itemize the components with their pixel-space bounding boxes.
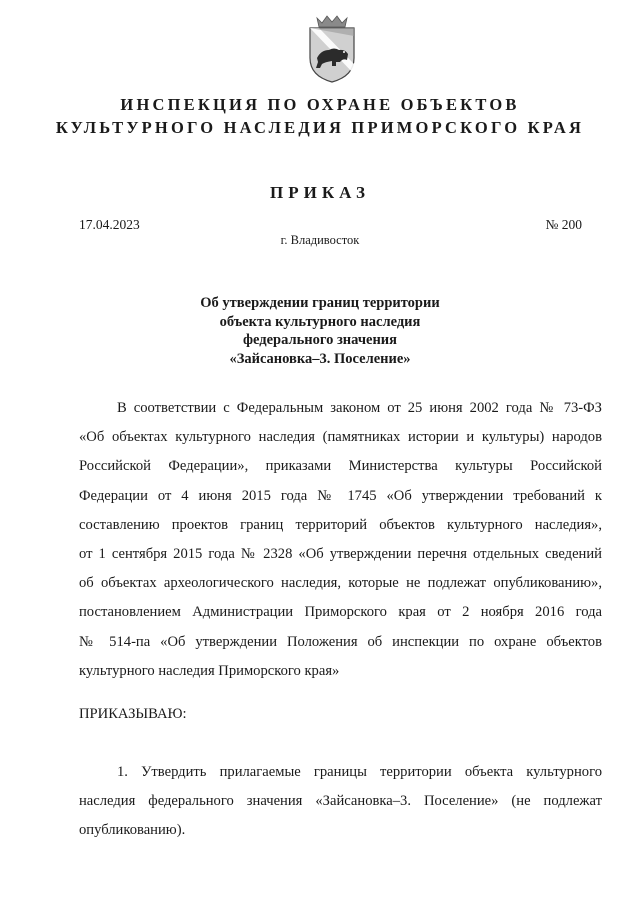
subject-line: «Зайсановка–3. Поселение» [229, 350, 411, 367]
directive-heading: ПРИКАЗЫВАЮ: [79, 706, 187, 722]
preamble-line: составлению проектов границ территорий объектов культурного наследия», [79, 516, 602, 533]
order-date: 17.04.2023 [79, 217, 140, 232]
preamble-line: Федерации от 4 июня 2015 года № 1745 «Об утверждении требований к [79, 487, 602, 504]
subject-line: Об утверждении границ территории [200, 295, 440, 311]
order-number: № 200 [545, 217, 582, 232]
preamble-paragraph [79, 394, 602, 686]
preamble-line: В соответствии с Федеральным законом от 25 июня 2002 года № 73-ФЗ [117, 400, 602, 416]
coat-of-arms-icon [303, 14, 361, 84]
document-title: ПРИКАЗ [270, 183, 370, 202]
preamble-line: постановлением Администрации Приморского края от 2 ноября 2016 года [79, 604, 602, 621]
preamble-line: от 1 сентября 2015 года № 2328 «Об утверждении перечня отдельных сведений [79, 546, 602, 563]
item-line: 1. Утвердить прилагаемые границы территории объекта культурного [117, 764, 602, 780]
order-item-1 [79, 758, 602, 846]
org-name-line-2: КУЛЬТУРНОГО НАСЛЕДИЯ ПРИМОРСКОГО КРАЯ [55, 118, 585, 137]
item-line: наследия федерального значения «Зайсановка–3. Поселение» (не подлежат [79, 793, 602, 810]
item-line: опубликованию). [79, 822, 186, 839]
org-name-line-1: ИНСПЕКЦИЯ ПО ОХРАНЕ ОБЪЕКТОВ [120, 95, 520, 114]
preamble-line: «Об объектах культурного наследия (памятниках истории и культуры) народов [79, 429, 602, 446]
preamble-line: № 514-па «Об утверждении Положения об инспекции по охране объектов [79, 633, 602, 650]
order-city: г. Владивосток [280, 233, 360, 247]
preamble-line: об объектах археологического наследия, которые не подлежат опубликованию», [79, 575, 602, 592]
order-subject [0, 294, 640, 368]
preamble-line: культурного наследия Приморского края» [79, 662, 340, 679]
subject-line: федерального значения [242, 332, 397, 348]
subject-line: объекта культурного наследия [219, 313, 421, 330]
preamble-line: Российской Федерации», приказами Министерства культуры Российской [79, 458, 602, 475]
